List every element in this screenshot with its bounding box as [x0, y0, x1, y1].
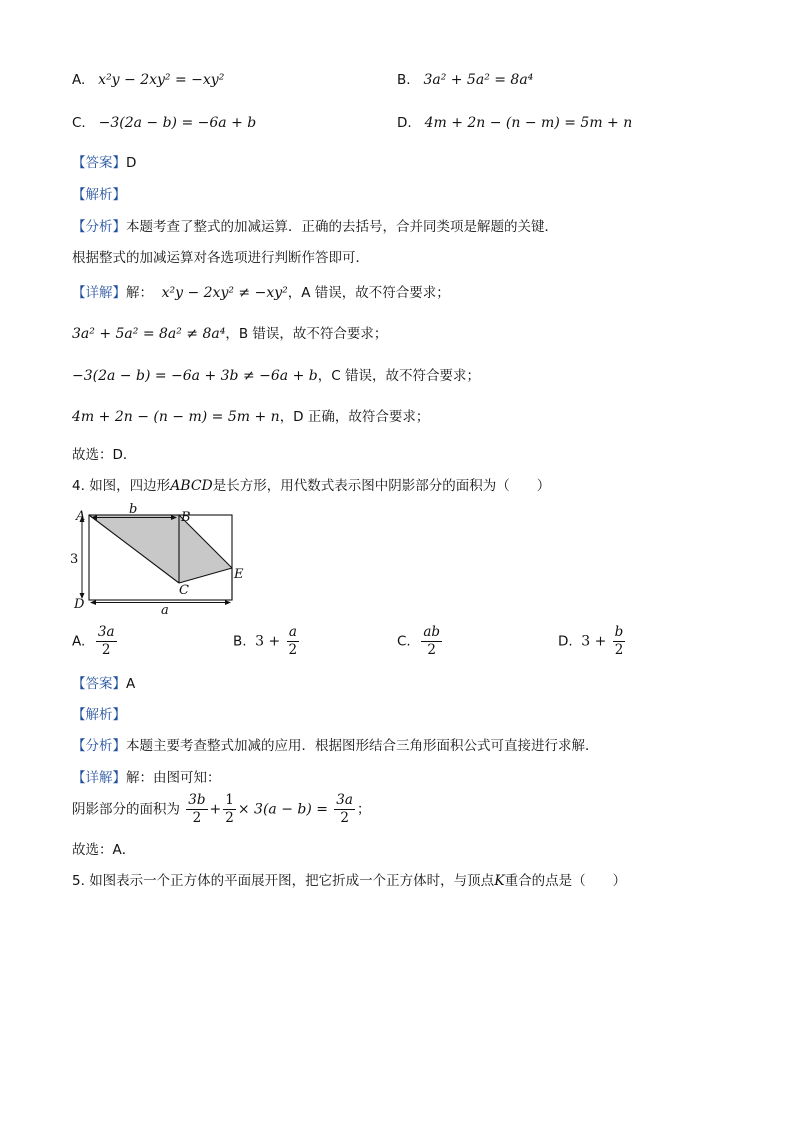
detail-expression: 3a² + 5a² = 8a² ≠ 8a⁴ — [72, 326, 226, 342]
stem-text: 如图表示一个正方体的平面展开图，把它折成一个正方体时，与顶点 — [89, 873, 495, 889]
stem-text: 重合的点是（ ） — [504, 873, 627, 889]
question-number: 4. — [72, 478, 85, 494]
label-vertex-b: B — [181, 510, 191, 525]
detail-tag: 【详解】 — [72, 285, 126, 301]
label-length-b: b — [129, 503, 138, 517]
option-letter: D. — [558, 633, 573, 650]
fraction-numerator: b — [614, 624, 624, 640]
answer-value: D — [126, 155, 137, 171]
detail-expression: 4m + 2n − (n − m) = 5m + n — [72, 409, 280, 425]
stem-variable: K — [494, 873, 505, 889]
q3-detail-line-2 — [72, 322, 387, 342]
q3-detail-line-4 — [72, 405, 429, 425]
detail-text: ，C 错误，故不符合要求； — [317, 368, 480, 384]
option-expression: 4m + 2n − (n − m) = 5m + n — [424, 115, 633, 131]
q3-detail-line-3 — [72, 364, 480, 384]
option-letter: B. — [397, 72, 411, 88]
option-letter: A. — [72, 633, 86, 650]
shaded-triangle-2 — [179, 515, 232, 583]
answer-tag: 【答案】 — [72, 155, 126, 171]
fraction-1-2 — [223, 792, 236, 827]
option-letter: D. — [397, 115, 412, 131]
q3-option-b — [397, 72, 533, 88]
label-length-a: a — [161, 603, 169, 615]
q3-detail-line-1 — [72, 281, 450, 301]
option-expression: 3a² + 5a² = 8a⁴ — [423, 72, 534, 88]
fraction-denominator: 2 — [288, 642, 298, 658]
q4-fenxi — [72, 734, 599, 754]
fraction-denominator: 2 — [225, 810, 234, 826]
arrowhead — [90, 600, 96, 605]
answer-value: A — [126, 676, 136, 692]
fraction-numerator: a — [288, 624, 297, 640]
q4-option-b — [233, 624, 301, 659]
q3-analysis-tag: 【解析】 — [72, 187, 126, 203]
option-prefix: 3 + — [581, 633, 607, 650]
detail-expression: −3(2a − b) = −6a + 3b ≠ −6a + b — [72, 368, 318, 384]
option-letter: C. — [397, 633, 411, 650]
option-fraction — [421, 624, 442, 659]
q3-answer — [72, 151, 136, 171]
plus-sign: + — [209, 801, 222, 818]
fraction-numerator: ab — [423, 624, 441, 640]
option-expression: x²y − 2xy² = −xy² — [98, 72, 225, 88]
label-vertex-a: A — [76, 509, 86, 524]
q3-fenxi-line2: 根据整式的加减运算对各选项进行判断作答即可． — [72, 250, 369, 266]
q4-analysis-tag: 【解析】 — [72, 707, 126, 723]
area-middle: × 3(a − b) = — [237, 801, 328, 818]
q4-option-d — [558, 624, 627, 659]
option-expression: −3(2a − b) = −6a + b — [98, 115, 257, 131]
q3-conclusion: 故选：D． — [72, 447, 137, 463]
stem-variable: ABCD — [170, 478, 213, 494]
option-fraction — [287, 624, 300, 659]
fraction-numerator: 3b — [188, 792, 206, 808]
q4-answer — [72, 672, 135, 692]
option-letter: B. — [233, 633, 247, 650]
detail-text: ，A 错误，故不符合要求； — [287, 285, 450, 301]
option-letter: C. — [72, 115, 86, 131]
fenxi-text: 本题考查了整式的加减运算．正确的去括号，合并同类项是解题的关键． — [126, 219, 558, 235]
q4-option-c — [397, 624, 444, 659]
q4-conclusion: 故选：A． — [72, 842, 136, 858]
q3-option-c — [72, 115, 256, 131]
q4-detail — [72, 766, 221, 786]
question-number: 5. — [72, 873, 85, 889]
fraction-denominator: 2 — [340, 810, 349, 826]
arrowhead — [225, 600, 231, 605]
fraction-denominator: 2 — [614, 642, 624, 658]
label-vertex-c: C — [179, 583, 189, 598]
option-fraction — [613, 624, 626, 659]
option-prefix: 3 + — [255, 633, 281, 650]
answer-tag: 【答案】 — [72, 676, 126, 692]
q3-fenxi — [72, 215, 558, 235]
fraction-denominator: 2 — [101, 642, 111, 658]
detail-tag: 【详解】 — [72, 770, 126, 786]
q4-area-formula — [72, 792, 370, 827]
q3-option-d — [397, 115, 632, 131]
q4-stem — [72, 474, 550, 494]
fraction-numerator: 3a — [97, 624, 115, 640]
fraction-numerator: 3a — [336, 792, 353, 808]
fenxi-tag: 【分析】 — [72, 738, 126, 754]
label-vertex-d: D — [74, 597, 85, 612]
stem-text: 如图，四边形 — [89, 478, 171, 494]
fenxi-text: 本题主要考查整式加减的应用．根据图形结合三角形面积公式可直接进行求解． — [126, 738, 599, 754]
area-label: 阴影部分的面积为 — [72, 801, 180, 818]
detail-text: 解：由图可知： — [126, 770, 221, 786]
q4-option-a — [72, 624, 119, 659]
area-end: ； — [356, 801, 371, 818]
fraction-numerator: 1 — [225, 792, 234, 808]
detail-expression: x²y − 2xy² ≠ −xy² — [161, 285, 288, 301]
label-vertex-e: E — [234, 567, 244, 582]
option-fraction — [96, 624, 117, 659]
fraction-denominator: 2 — [427, 642, 436, 658]
fraction-denominator: 2 — [192, 810, 202, 826]
q3-option-a — [72, 72, 224, 88]
fenxi-tag: 【分析】 — [72, 219, 126, 235]
q5-stem — [72, 869, 626, 889]
detail-text: ，D 正确，故符合要求； — [279, 409, 430, 425]
detail-text: ，B 错误，故不符合要求； — [225, 326, 388, 342]
label-length-3: 3 — [70, 552, 79, 567]
detail-intro: 解： — [126, 285, 153, 301]
stem-text: 是长方形，用代数式表示图中阴影部分的面积为（ ） — [212, 478, 551, 494]
rectangle-diagram — [66, 503, 256, 615]
option-letter: A. — [72, 72, 86, 88]
fraction-3a-2 — [334, 792, 355, 827]
fraction-3b-2 — [186, 792, 207, 827]
